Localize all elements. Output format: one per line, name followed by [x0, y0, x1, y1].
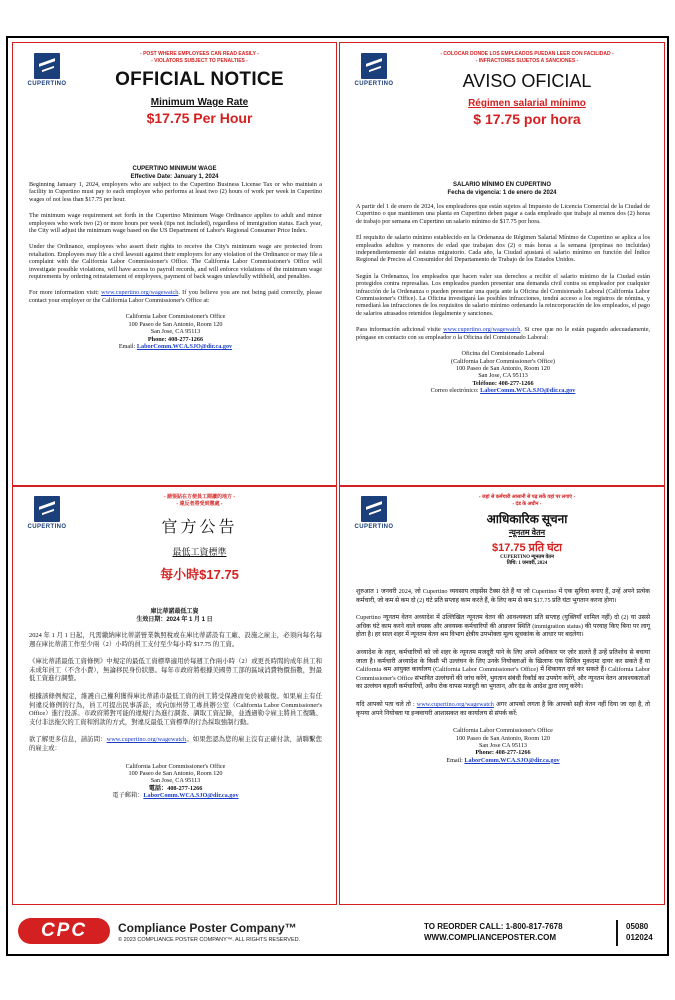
wage-name: CUPERTINO न्यूनतम वेतन	[500, 555, 554, 560]
effective-block	[23, 608, 326, 624]
paragraph-3: Under the Ordinance, employees who assert their rights to receive the City's minimum wage are protected from retaliation. Employees may file a civil lawsuit against their employers for any violation of the Ordinance or may file a complaint with the California Labor Commissioner's Office. The California Labor Commissioner's Office will investigate possible violations, will have access to payroll records, and will enforce violations of the minimum wage requirements by ordering reinstatement of employees, payment of back wages unlawfully withheld, and penalties.	[29, 243, 322, 281]
logo-text: CUPERTINO	[27, 81, 67, 87]
poster-footer	[6, 916, 669, 956]
posting-warning-2: - VIOLATORS SUBJECT TO PENALTIES -	[151, 58, 248, 64]
notice-title: आधिकारिक सूचना	[486, 512, 568, 526]
email-link[interactable]: LaborComm.WCA.SJO@dir.ca.gov	[480, 387, 576, 395]
info-text: यदि आपको पता चले तो :	[356, 700, 417, 708]
cupertino-logo	[23, 496, 71, 530]
contact-office-en: (California Labor Commissioner's Office)	[451, 357, 555, 365]
hindi-body	[356, 588, 650, 764]
notice-subtitle: न्यूनतम वेतन	[508, 528, 546, 537]
email-label: Email:	[446, 756, 465, 764]
posting-warning-1: - जहां से कर्मचारी आसानी से पढ़ सकें वहां पर लगाएं -	[478, 494, 576, 500]
contact-address: 100 Paseo de San Antonio, Room 120	[455, 734, 550, 742]
wage-rate: 每小時$17.75	[160, 567, 239, 582]
paragraph-1: 2024 年 1 月 1 日起，凡需繳納庫比蒂諾營業執照稅或在庫比蒂諾設有工廠、設施之雇主，必須向每名每週在庫比蒂諾工作至少兩（2）小時的員工支付至少每小時 $17.75 的工資。	[29, 632, 322, 648]
wagewatch-link[interactable]: www.cupertino.org/wagewatch	[416, 700, 494, 708]
paragraph-2: The minimum wage requirement set forth in the Cupertino Minimum Wage Ordinance applies to adult and minor employees who work two (2) or more hours per week (tips not included), regardless of immigration status. Each year, the City will adjust the minimum wage based on the US Department of Labor's Regional Consumer Price Index.	[29, 212, 322, 235]
contact-address: 100 Paseo de San Antonio, Room 120	[455, 364, 550, 372]
posting-warning-1: - POST WHERE EMPLOYEES CAN READ EASILY -	[140, 51, 259, 57]
wage-name: SALARIO MÍNIMO EN CUPERTINO	[452, 182, 551, 188]
paragraph-4	[356, 326, 650, 341]
cupertino-seal-icon	[34, 496, 60, 522]
posting-warning-1: - 請張貼在方便員工閱讀的地方 -	[163, 494, 236, 500]
paragraph-1: शुरुआत 1 जनवरी 2024, जो Cupertino व्यवसाय लाइसेंस टैक्स देते हैं या जो Cupertino में एक सुविधा बनाए हैं, उन्हें अपने प्रत्येक कर्मचारी, जो कम से कम दो (2) घंटे प्रति सप्ताह काम करते हैं, के लिए कम से कम $17.75 प्रति घंटा भुगतान करना होगा।	[356, 588, 650, 604]
cupertino-seal-icon	[361, 53, 387, 79]
english-header	[73, 51, 326, 126]
contact-phone: Teléfono: 408-277-1266	[472, 379, 534, 387]
contact-city: San Jose CA 95113	[478, 741, 528, 749]
wage-rate: $ 17.75 por hora	[473, 111, 581, 127]
english-body	[29, 181, 322, 350]
chinese-notice	[12, 485, 337, 905]
paragraph-3: Según la Ordenanza, los empleados que hacen valer sus derechos a recibir el salario mínimo de la Ciudad están protegidos contra represalias. Los empleados pueden presentar una demanda civil contra su empleador por cualquier infracción de la Ordenanza o pueden presentar una queja ante la Oficina del Comisionado Laboral (California Labor Commissioner's Office). La Oficina investigará las posibles infracciones, tendrá acceso a los registros de nómina, y remediará las infracciones de los requisitos de salario mínimo ordenando la reincorporación de los empleados, el pago de salarios atrasados retenidos ilegalmente y sanciones.	[356, 272, 650, 317]
hindi-notice	[339, 485, 665, 905]
chinese-body	[29, 632, 322, 800]
posting-warning-2: - INFRACTORES SUJETOS A SANCIONES -	[475, 58, 579, 64]
company-name: Compliance Poster Company™	[118, 921, 297, 935]
poster-sheet	[6, 36, 669, 956]
logo-text: CUPERTINO	[354, 81, 394, 87]
logo-text: CUPERTINO	[354, 524, 394, 530]
contact-city: San Jose, CA 95113	[150, 328, 201, 336]
contact-email-line	[29, 343, 322, 350]
wagewatch-link[interactable]: www.cupertino.org/wagewatch	[443, 326, 521, 334]
notice-title: OFFICIAL NOTICE	[115, 69, 284, 90]
contact-block	[29, 763, 322, 800]
info-text: Para información adicional visite	[356, 326, 444, 334]
posting-warning-1: - COLOCAR DONDE LOS EMPLEADOS PUEDAN LEER CON FACILIDAD -	[440, 51, 614, 57]
english-notice	[12, 42, 337, 487]
effective-date: Fecha de vigencia: 1 de enero de 2024	[447, 190, 557, 196]
contact-phone: Phone: 408-277-1266	[147, 335, 204, 343]
email-label: Correo electrónico:	[430, 387, 481, 395]
notice-subtitle: Minimum Wage Rate	[150, 97, 249, 108]
revision-code: 012024	[626, 933, 653, 942]
contact-city: San Jose, CA 95113	[150, 777, 201, 785]
reorder-block	[424, 921, 563, 943]
info-text-end: 。如果您認為您的雇主沒有正確付款，請聯繫您的雇主或：	[29, 736, 323, 752]
reorder-phone: TO REORDER CALL: 1-800-817-7678	[424, 922, 563, 931]
email-link[interactable]: LaborComm.WCA.SJO@dir.ca.gov	[136, 342, 233, 350]
notice-title: 官方公告	[161, 519, 238, 536]
logo-text: CUPERTINO	[27, 524, 67, 530]
wage-rate: $17.75 प्रति घंटा	[491, 542, 563, 554]
wage-rate: $17.75 Per Hour	[146, 110, 253, 126]
contact-city: San Jose, CA 95113	[478, 372, 528, 380]
contact-office: California Labor Commissioner's Office	[125, 313, 226, 321]
paragraph-2: El requisito de salario mínimo establecido en la Ordenanza de Régimen Salarial Mínimo de Cupertino se aplica a los empleados adultos y menores de edad que trabajan dos (2) o más horas a la semana (propinas no incluidas) independientemente del estatus migratorio. Cada año, la Ciudad ajustará el salario mínimo en función del Índice Regional de Precios al Consumidor del Departamento de Trabajo de los Estados Unidos.	[356, 234, 650, 264]
wage-name: 庫比蒂諾最低工資	[150, 609, 199, 615]
info-text-end: . If you believe you are not being paid correctly, please contact your employer or the California Labor Commissioner's Office at:	[29, 289, 322, 304]
contact-phone: Phone: 408-277-1266	[475, 749, 531, 757]
contact-office: California Labor Commissioner's Office	[453, 727, 553, 735]
contact-block	[29, 313, 322, 350]
effective-block	[400, 555, 654, 567]
paragraph-3: अध्यादेश के तहत, कर्मचारियों को जो शहर के न्यूनतम मजदूरी पाने के लिए अपने अधिकार पर ज़ोर डालते हैं उन्हें प्रतिशोध से बचाया जाता है। कर्मचारी अध्यादेश के किसी भी उल्लंघन के लिए उनके नियोक्ताओं के खिलाफ एक सिविल मुकदमा दायर कर सकते हैं या California श्रम आयुक्त कार्यालय (California Labor Commissioner's Office) में शिकायत दर्ज कर सकते हैं। California Labor Commissioner's Office संभावित उल्लंघनों की जांच करेंगे, भुगतान संबंधी रिकॉर्ड का उपयोग करेंगे, और न्यूनतम वेतन आवश्यकताओं का उल्लंघन बहाली कर्मचारियों, अवैध रोक वापस मजदूरी का भुगतान, और दंड के आदेश द्वारा लागू करेंगे।	[356, 648, 650, 691]
contact-email-line	[356, 757, 650, 764]
contact-block	[356, 727, 650, 764]
contact-address: 100 Paseo de San Antonio, Room 120	[128, 769, 223, 777]
email-link[interactable]: LaborComm.WCA.SJO@dir.ca.gov	[464, 756, 560, 764]
paragraph-4	[29, 736, 322, 753]
company-website[interactable]: WWW.COMPLIANCEPOSTER.COM	[424, 933, 556, 942]
notice-subtitle: Régimen salarial mínimo	[468, 98, 586, 109]
paragraph-1: A partir del 1 de enero de 2024, los empleadores que están sujetos al Impuesto de Licencia Comercial de la Ciudad de Cupertino o que mantienen una planta en Cupertino deben pagar a cada empleado que trabaje al menos dos (2) horas de trabajo por semana en Cupertino un salario mínimo de $17.75 por hora.	[356, 203, 650, 225]
paragraph-2: Cupertino न्यूनतम वेतन अध्यादेश में उल्लिखित न्यूनतम वेतन की आवश्यकता प्रति सप्ताह (युक्तियाँ शामिल नहीं) दो (2) या उससे अधिक घंटे काम करने वाले वयस्क और अवयस्क कर्मचारियों की आव्रजन स्थिति (immigration status) की परवाह किए बिना पर लागू होता है। हर साल शहर में न्यूनतम वेतन श्रम विभाग क्षेत्रीय उपभोक्ता मूल्य सूचकांक के आधार पर बदलेगा।	[356, 614, 650, 639]
copyright-text: © 2023 COMPLIANCE POSTER COMPANY™. ALL RIGHTS RESERVED.	[118, 937, 301, 943]
cupertino-logo	[350, 53, 398, 87]
spanish-body	[356, 203, 650, 395]
info-text-end: . Si cree que no le están pagando adecuadamente, póngase en contacto con su empleador o la Oficina del Comisionado Laboral:	[356, 326, 650, 341]
effective-block	[23, 165, 326, 181]
spanish-notice	[339, 42, 665, 487]
paragraph-4	[29, 289, 322, 304]
effective-block	[350, 181, 654, 197]
chinese-header	[73, 494, 326, 583]
info-text-end: अगर आपको लगता है कि आपको सही वेतन नहीं दिया जा रहा है, तो कृपया अपने नियोक्ता या इन्क्वायरी आशासकत का कार्यालय से संपर्क करें:	[356, 700, 650, 717]
email-label: Email:	[118, 342, 137, 350]
poster-code: 05080	[626, 922, 649, 931]
cupertino-seal-icon	[361, 496, 387, 522]
effective-date: 生效日期：2024 年 1 月 1 日	[136, 617, 213, 623]
notice-subtitle: 最低工資標準	[172, 547, 227, 557]
wagewatch-link[interactable]: www.cupertino.org/wagewatch	[101, 289, 179, 297]
posting-warning-2: - 違反者將受到懲處 -	[176, 501, 223, 507]
paragraph-1: Beginning January 1, 2024, employers who are subject to the Cupertino Business License Tax or who maintain a facility in Cupertino must pay to each employee who performs at least two (2) hours of work per week in Cupertino wages of not less than $17.75 per hour.	[29, 181, 322, 203]
paragraph-3: 根據該條例規定，維護自己權利獲得庫比蒂諾市最低工資的員工將受保護而免於被報復。如果雇主有任何違反條例的行為，員工可提出民事訴訟，或向加州勞工專員辦公室（California Labor Commissioner's Office）進行投訴。市政府將對可能的違規行為進行調查、調取工資記錄，並透過勒令雇主將員工復職、支付非法拖欠的工資和罰款的方式，對違反最低工資標準的行為採取強制行動。	[29, 692, 322, 726]
wage-name: CUPERTINO MINIMUM WAGE	[132, 166, 217, 172]
cupertino-logo	[23, 53, 71, 87]
effective-date: तिथि: 1 जनवरी, 2024	[506, 561, 548, 566]
contact-phone: 電話：408-277-1266	[148, 784, 203, 792]
info-text: For more information visit:	[29, 289, 102, 297]
email-label: 電子郵箱：	[112, 792, 144, 800]
hindi-header	[400, 494, 654, 567]
cupertino-seal-icon	[34, 53, 60, 79]
posting-warning-2: - दंड के अधीन -	[512, 501, 542, 507]
spanish-header	[400, 51, 654, 127]
notice-title: AVISO OFICIAL	[462, 71, 592, 91]
paragraph-2: 《庫比蒂諾最低工資條例》中規定的最低工資標準適用於每週工作兩小時（2）或更長時間的成年員工和未成年員工（不含小費），無論移民身份狀態。每年市政府將根據美國勞工部的區域消費物價指數，對最低工資進行調整。	[29, 658, 322, 683]
footer-divider	[616, 920, 618, 946]
contact-block	[356, 350, 650, 394]
poster-codes	[626, 921, 653, 943]
contact-email-line	[356, 387, 650, 394]
email-link[interactable]: LaborComm.WCA.SJO@dir.ca.gov	[143, 792, 239, 800]
effective-date: Effective Date: January 1, 2024	[130, 174, 219, 180]
contact-office: California Labor Commissioner's Office	[125, 762, 226, 770]
contact-office: Oficina del Comisionado Laboral	[461, 350, 545, 358]
contact-address: 100 Paseo de San Antonio, Room 120	[128, 320, 223, 328]
cpc-logo: CPC	[18, 918, 110, 944]
info-text: 欲了解更多信息，請訪問：	[29, 736, 107, 744]
wagewatch-link[interactable]: www.cupertino.org/wagewatch	[106, 736, 187, 744]
contact-email-line	[29, 792, 322, 799]
paragraph-4	[356, 701, 650, 718]
cupertino-logo	[350, 496, 398, 530]
